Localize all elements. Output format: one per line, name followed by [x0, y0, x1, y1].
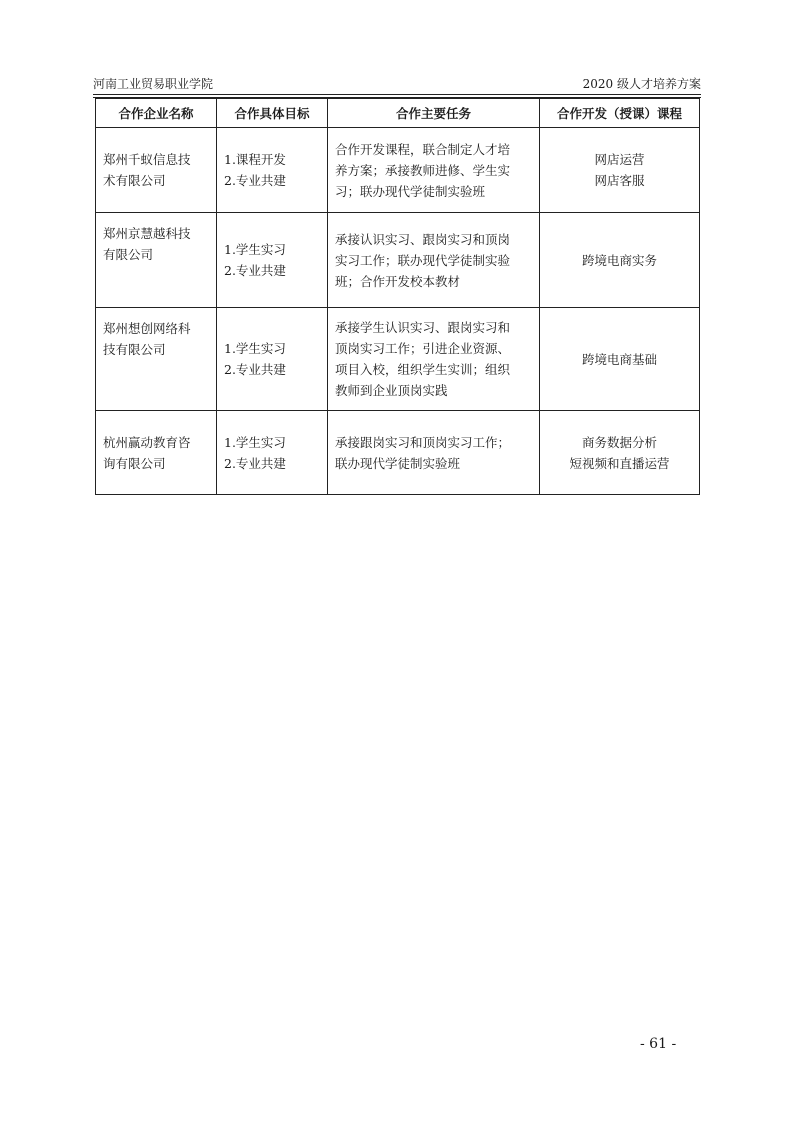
company-line: 术有限公司 [103, 173, 166, 188]
task-line: 习；联办现代学徒制实验班 [335, 183, 486, 199]
task-line: 实习工作；联办现代学徒制实验 [335, 252, 511, 268]
task-line: 项目入校，组织学生实训；组织 [335, 362, 511, 377]
goal-item: 2.专业共建 [224, 263, 286, 278]
company-line: 询有限公司 [103, 455, 166, 471]
goal-item: 1.学生实习 [224, 242, 286, 257]
company-line: 郑州想创网络科 [103, 321, 191, 336]
course-item: 网店运营 [594, 152, 645, 167]
page-header [93, 74, 701, 94]
course-item: 跨境电商基础 [581, 351, 657, 367]
course-item: 短视频和直播运营 [569, 455, 670, 471]
column-header-courses: 合作开发（授课）课程 [540, 99, 700, 128]
table-row [96, 308, 700, 411]
course-item: 网店客服 [594, 173, 645, 188]
goal-item: 2.专业共建 [224, 455, 286, 471]
goal-item: 2.专业共建 [224, 173, 286, 188]
goal-item: 1.学生实习 [224, 434, 286, 450]
company-cell [96, 128, 217, 213]
task-line: 班；合作开发校本教材 [335, 273, 461, 289]
task-line: 养方案；承接教师进修、学生实 [335, 162, 511, 178]
goal-item: 1.学生实习 [224, 341, 286, 356]
goal-item: 1.课程开发 [224, 152, 286, 167]
goals-cell [217, 411, 328, 495]
table-header-row [96, 99, 700, 128]
task-line: 联办现代学徒制实验班 [335, 455, 461, 471]
page-number: - 61 - [640, 1036, 677, 1052]
school-name: 河南工业贸易职业学院 [93, 77, 214, 91]
tasks-cell [328, 128, 540, 213]
column-header-company: 合作企业名称 [96, 99, 217, 128]
task-line: 承接跟岗实习和顶岗实习工作； [335, 434, 511, 450]
cooperation-table [95, 98, 700, 495]
company-line: 杭州赢动教育咨 [103, 434, 191, 450]
course-item: 商务数据分析 [581, 434, 657, 450]
company-line: 技有限公司 [103, 342, 166, 357]
goal-item: 2.专业共建 [224, 362, 286, 377]
table-row [96, 213, 700, 308]
column-header-goals: 合作具体目标 [217, 99, 328, 128]
task-line: 顶岗实习工作；引进企业资源、 [335, 341, 511, 356]
company-cell [96, 213, 217, 308]
tasks-cell [328, 308, 540, 411]
goals-cell [217, 128, 328, 213]
column-header-tasks: 合作主要任务 [328, 99, 540, 128]
company-cell [96, 411, 217, 495]
company-line: 郑州千蚁信息技 [103, 152, 191, 167]
task-line: 教师到企业顶岗实践 [335, 383, 448, 398]
table-row [96, 411, 700, 495]
course-item: 跨境电商实务 [581, 252, 657, 268]
table-row [96, 128, 700, 213]
goals-cell [217, 308, 328, 411]
program-title: 2020 级人才培养方案 [582, 77, 701, 91]
goals-cell [217, 213, 328, 308]
company-line: 郑州京慧越科技 [103, 226, 191, 241]
courses-cell [540, 411, 700, 495]
task-line: 合作开发课程，联合制定人才培 [335, 141, 511, 157]
courses-cell [540, 213, 700, 308]
courses-cell [540, 128, 700, 213]
header-rule-thick [93, 94, 701, 95]
tasks-cell [328, 411, 540, 495]
task-line: 承接认识实习、跟岗实习和顶岗 [335, 231, 511, 247]
company-cell [96, 308, 217, 411]
task-line: 承接学生认识实习、跟岗实习和 [335, 320, 511, 335]
tasks-cell [328, 213, 540, 308]
courses-cell [540, 308, 700, 411]
company-line: 有限公司 [103, 247, 154, 262]
